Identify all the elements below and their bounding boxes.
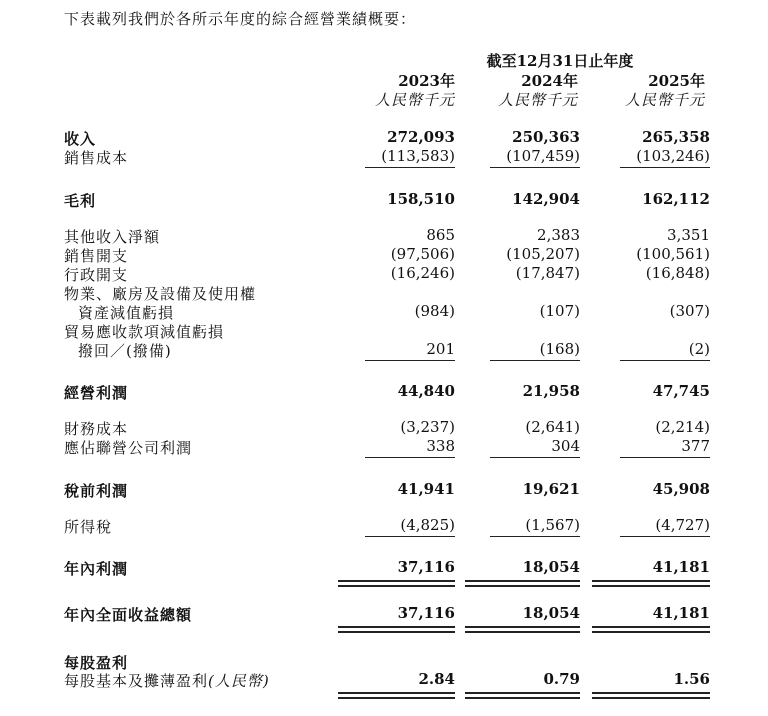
value-2024: (1,567)	[525, 516, 580, 534]
column-unit-2024: 人民幣千元	[497, 91, 578, 109]
value-2025: 41,181	[652, 558, 710, 576]
table-row-revenue	[0, 128, 768, 148]
value-2023: (97,506)	[390, 245, 455, 263]
value-2025: (2)	[688, 340, 710, 358]
value-2024: 18,054	[522, 604, 580, 622]
value-2023: (984)	[414, 302, 455, 320]
value-2023: 41,941	[397, 480, 455, 498]
value-2025: 41,181	[652, 604, 710, 622]
column-unit-2025: 人民幣千元	[624, 91, 705, 109]
value-2025: 3,351	[667, 226, 710, 244]
value-2023: 37,116	[397, 558, 455, 576]
table-row-impairment-assets	[0, 302, 768, 322]
total-rule-2023-bottom	[338, 697, 455, 699]
value-2023: 865	[426, 226, 455, 244]
subtotal-rule-2023	[365, 167, 455, 168]
total-rule-2025-top	[592, 580, 710, 582]
value-2024: 21,958	[522, 382, 580, 400]
value-2023: 37,116	[397, 604, 455, 622]
value-2025: (103,246)	[636, 147, 710, 165]
table-row-associate-share	[0, 437, 768, 457]
total-rule-2023-top	[338, 626, 455, 628]
value-2025: (16,848)	[645, 264, 710, 282]
value-2025: 377	[681, 437, 710, 455]
table-row-profit-for-year	[0, 558, 768, 578]
subtotal-rule-2024	[490, 167, 580, 168]
value-2024: 304	[551, 437, 580, 455]
value-2024: (107,459)	[506, 147, 580, 165]
column-year-2024: 2024年	[521, 72, 578, 90]
table-row-cost-of-sales	[0, 147, 768, 167]
total-rule-2025-top	[592, 692, 710, 694]
row-label: 其他收入淨額	[64, 228, 161, 246]
row-label: 銷售開支	[64, 247, 129, 265]
subtotal-rule-2025	[620, 167, 710, 168]
total-rule-2024-top	[465, 626, 580, 628]
table-row-operating-profit	[0, 382, 768, 402]
row-label: 經營利潤	[64, 384, 129, 402]
value-2023: 201	[426, 340, 455, 358]
row-label: 稅前利潤	[64, 482, 129, 500]
value-2024: 18,054	[522, 558, 580, 576]
row-label: 每股盈利	[64, 654, 129, 672]
subtotal-rule-2025	[620, 536, 710, 537]
eps-label: 每股基本及攤薄盈利	[64, 672, 209, 690]
total-rule-2024-top	[465, 580, 580, 582]
value-2023: (3,237)	[400, 418, 455, 436]
table-row-impairment-receivables-line1	[0, 321, 768, 341]
table-row-impairment-receivables	[0, 340, 768, 360]
value-2024: (17,847)	[515, 264, 580, 282]
total-rule-2023-bottom	[338, 631, 455, 633]
total-rule-2025-bottom	[592, 631, 710, 633]
value-2025: 47,745	[652, 382, 710, 400]
value-2023: (16,246)	[390, 264, 455, 282]
value-2024: (2,641)	[525, 418, 580, 436]
total-rule-2025-bottom	[592, 697, 710, 699]
value-2023: 338	[426, 437, 455, 455]
value-2024: (105,207)	[506, 245, 580, 263]
value-2025: (2,214)	[655, 418, 710, 436]
value-2024: (168)	[539, 340, 580, 358]
table-row-other-income	[0, 226, 768, 246]
row-label: 行政開支	[64, 266, 129, 284]
subtotal-rule-2025	[620, 457, 710, 458]
value-2023: (113,583)	[381, 147, 455, 165]
total-rule-2023-bottom	[338, 585, 455, 587]
row-label: 物業、廠房及設備及使用權	[64, 285, 257, 303]
value-2024: 2,383	[537, 226, 580, 244]
total-rule-2023-top	[338, 692, 455, 694]
row-label	[64, 670, 270, 691]
total-rule-2024-top	[465, 692, 580, 694]
total-rule-2024-bottom	[465, 631, 580, 633]
total-rule-2025-bottom	[592, 585, 710, 587]
value-2023: 158,510	[387, 190, 455, 208]
table-row-admin-expenses	[0, 264, 768, 284]
row-label-continued: 資產減值虧損	[78, 304, 175, 322]
subtotal-rule-2024	[490, 457, 580, 458]
total-rule-2025-top	[592, 626, 710, 628]
row-label: 所得稅	[64, 518, 113, 536]
value-2023: 44,840	[397, 382, 455, 400]
subtotal-rule-2023	[365, 457, 455, 458]
value-2025: (4,727)	[655, 516, 710, 534]
row-label: 收入	[64, 130, 97, 148]
subtotal-rule-2025	[620, 360, 710, 361]
row-label: 年內利潤	[64, 560, 129, 578]
row-label: 貿易應收款項減值虧損	[64, 323, 225, 341]
table-row-selling-expenses	[0, 245, 768, 265]
value-2025: (307)	[669, 302, 710, 320]
value-2023: (4,825)	[400, 516, 455, 534]
table-row-eps	[0, 670, 768, 690]
subtotal-rule-2023	[365, 360, 455, 361]
total-rule-2024-bottom	[465, 697, 580, 699]
row-label: 銷售成本	[64, 149, 129, 167]
row-label-continued: 撥回／(撥備)	[78, 342, 172, 360]
row-label: 年內全面收益總額	[64, 606, 193, 624]
value-2024: 142,904	[512, 190, 580, 208]
value-2024: 0.79	[543, 670, 580, 688]
value-2023: 272,093	[387, 128, 455, 146]
table-row-total-comprehensive-income	[0, 604, 768, 624]
total-rule-2023-top	[338, 580, 455, 582]
intro-text: 下表載列我們於各所示年度的綜合經營業績概要：	[64, 10, 417, 28]
table-row-gross-profit	[0, 190, 768, 210]
row-label: 應佔聯營公司利潤	[64, 439, 193, 457]
value-2024: (107)	[539, 302, 580, 320]
column-year-2023: 2023年	[398, 72, 455, 90]
value-2024: 19,621	[522, 480, 580, 498]
value-2025: 45,908	[652, 480, 710, 498]
value-2024: 250,363	[512, 128, 580, 146]
subtotal-rule-2023	[365, 536, 455, 537]
table-row-profit-before-tax	[0, 480, 768, 500]
row-label: 財務成本	[64, 420, 129, 438]
value-2025: 1.56	[673, 670, 710, 688]
subtotal-rule-2024	[490, 536, 580, 537]
value-2025: 265,358	[642, 128, 710, 146]
value-2025: (100,561)	[636, 245, 710, 263]
table-row-eps-heading	[0, 652, 768, 672]
total-rule-2024-bottom	[465, 585, 580, 587]
value-2023: 2.84	[418, 670, 455, 688]
subtotal-rule-2024	[490, 360, 580, 361]
value-2025: 162,112	[642, 190, 710, 208]
table-row-income-tax	[0, 516, 768, 536]
period-header: 截至12月31日止年度	[486, 52, 634, 70]
table-row-impairment-assets-line1	[0, 283, 768, 303]
column-unit-2023: 人民幣千元	[374, 91, 455, 109]
table-row-finance-costs	[0, 418, 768, 438]
column-year-2025: 2025年	[648, 72, 705, 90]
row-label: 毛利	[64, 192, 97, 210]
eps-currency-label: (人民幣)	[208, 672, 270, 690]
